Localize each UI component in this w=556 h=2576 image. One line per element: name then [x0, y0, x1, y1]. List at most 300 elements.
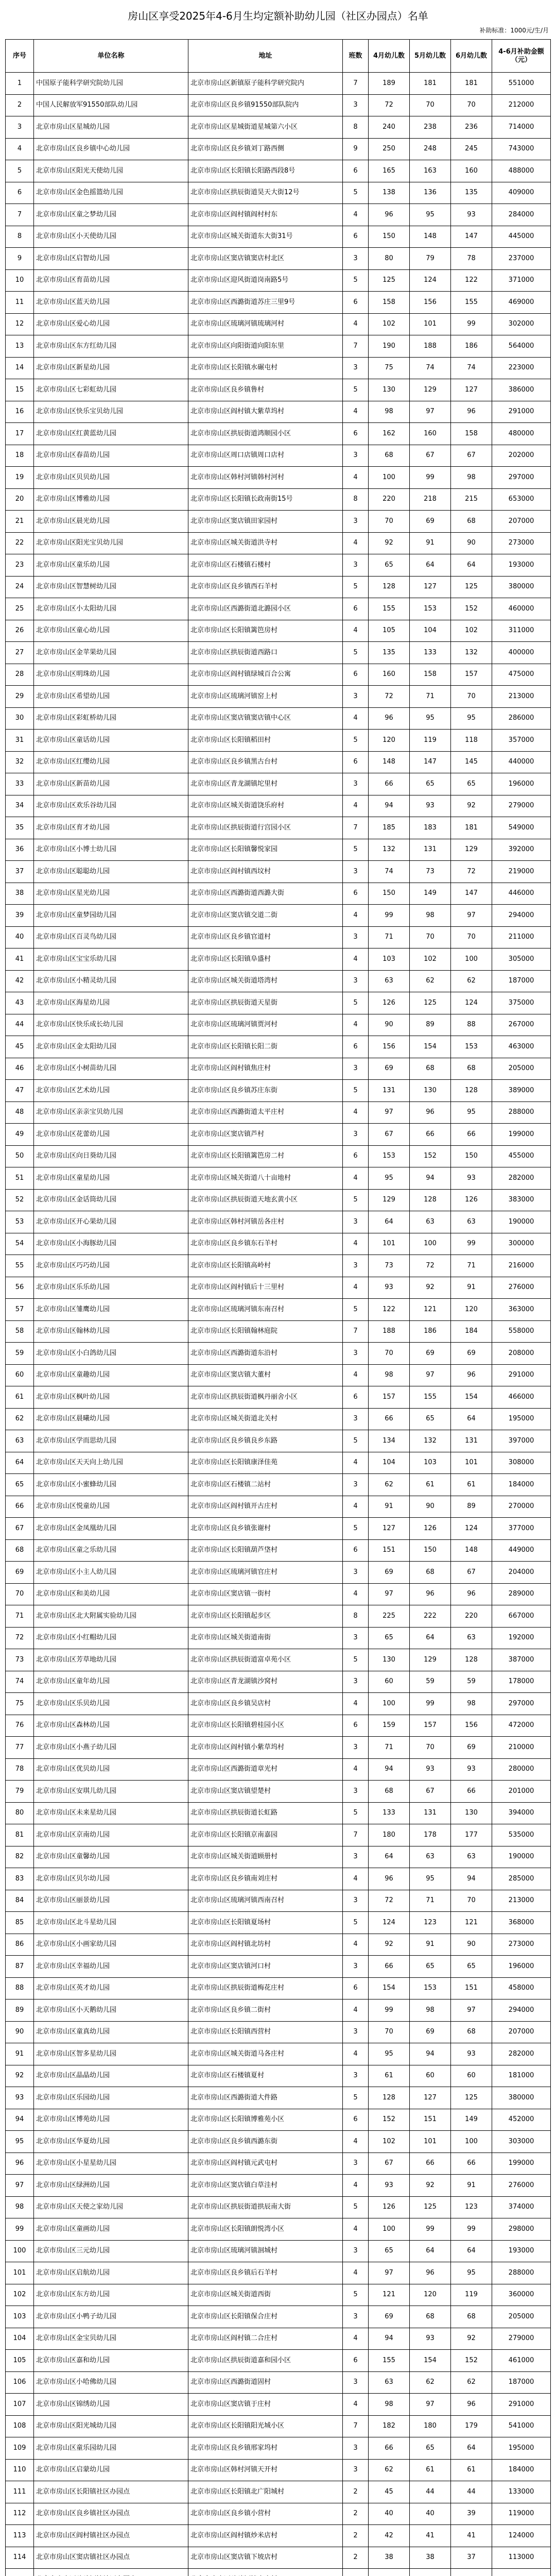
- cell-unit-name: 北京市房山区童馨幼儿园: [34, 1846, 188, 1869]
- cell-june-children: 186: [451, 335, 492, 358]
- cell-subsidy-amount: 216000: [492, 1255, 551, 1277]
- table-row: [6, 839, 551, 861]
- cell-may-children: 97: [410, 1365, 451, 1387]
- cell-june-children: 181: [451, 73, 492, 95]
- cell-may-children: 91: [410, 533, 451, 555]
- cell-class-count: 4: [343, 948, 369, 971]
- cell-april-children: 70: [369, 511, 410, 533]
- cell-address: 北京市房山区阎村镇大紫草坞村: [188, 401, 343, 423]
- cell-june-children: 98: [451, 1693, 492, 1715]
- cell-class-count: 3: [343, 861, 369, 883]
- cell-may-children: 157: [410, 1715, 451, 1737]
- cell-class-count: 7: [343, 2416, 369, 2438]
- cell-june-children: 118: [451, 730, 492, 752]
- cell-may-children: 129: [410, 379, 451, 401]
- cell-june-children: 147: [451, 226, 492, 248]
- cell-address: 北京市房山区良乡镇小营村: [188, 2503, 343, 2526]
- cell-june-children: 215: [451, 489, 492, 511]
- table-row: [6, 270, 551, 292]
- cell-index: 15: [6, 379, 34, 401]
- cell-subsidy-amount: 374000: [492, 2197, 551, 2219]
- cell-june-children: 135: [451, 182, 492, 205]
- cell-class-count: 6: [343, 2109, 369, 2131]
- cell-address: 北京市房山区长阳镇西营村: [188, 2022, 343, 2044]
- cell-index: 36: [6, 839, 34, 861]
- cell-unit-name: 北京市房山区晶晶幼儿园: [34, 2065, 188, 2088]
- cell-april-children: 157: [369, 1386, 410, 1409]
- cell-subsidy-amount: 375000: [492, 992, 551, 1014]
- table-row: [6, 1343, 551, 1365]
- cell-may-children: 68: [410, 1058, 451, 1080]
- cell-address: 北京市房山区长阳镇碧桂园小区: [188, 1715, 343, 1737]
- cell-address: 北京市房山区长阳镇翰林庭院: [188, 1321, 343, 1343]
- cell-may-children: 94: [410, 2043, 451, 2065]
- cell-june-children: 64: [451, 2437, 492, 2460]
- cell-index: 33: [6, 773, 34, 795]
- table-body: [6, 73, 551, 2576]
- cell-address: 北京市房山区西潞街道北潞园小区: [188, 598, 343, 620]
- cell-address: 北京市房山区长阳镇阜盛村: [188, 948, 343, 971]
- cell-address: 北京市房山区城关街道北关村: [188, 1409, 343, 1431]
- cell-address: 北京市房山区琉璃河镇官庄村: [188, 1562, 343, 1584]
- cell-class-count: 2: [343, 2525, 369, 2547]
- cell-class-count: 4: [343, 708, 369, 730]
- cell-june-children: 181: [451, 817, 492, 839]
- cell-unit-name: 北京市房山区快乐宝贝幼儿园: [34, 401, 188, 423]
- cell-subsidy-amount: 397000: [492, 1430, 551, 1452]
- cell-address: 北京市房山区长阳镇馨悦家园: [188, 839, 343, 861]
- cell-unit-name: 北京市房山区小哈佛幼儿园: [34, 2372, 188, 2394]
- cell-class-count: 3: [343, 445, 369, 467]
- cell-april-children: 66: [369, 1956, 410, 1978]
- cell-may-children: 93: [410, 1759, 451, 1781]
- cell-unit-name: 北京市房山区童趣幼儿园: [34, 1365, 188, 1387]
- table-row: [6, 445, 551, 467]
- cell-address: 北京市房山区长阳镇夏场村: [188, 1912, 343, 1934]
- cell-april-children: 128: [369, 577, 410, 599]
- cell-class-count: 6: [343, 226, 369, 248]
- cell-june-children: 96: [451, 401, 492, 423]
- table-row: [6, 2525, 551, 2547]
- cell-subsidy-amount: 308000: [492, 1452, 551, 1475]
- cell-may-children: 181: [410, 73, 451, 95]
- cell-subsidy-amount: 472000: [492, 1715, 551, 1737]
- table-row: [6, 2437, 551, 2460]
- cell-index: 23: [6, 554, 34, 577]
- cell-subsidy-amount: 273000: [492, 533, 551, 555]
- table-row: [6, 95, 551, 117]
- cell-june-children: 92: [451, 795, 492, 818]
- cell-april-children: 42: [369, 2525, 410, 2547]
- cell-june-children: 70: [451, 1890, 492, 1912]
- cell-unit-name: 北京市房山区北斗星幼儿园: [34, 1912, 188, 1934]
- table-row: [6, 1781, 551, 1803]
- cell-unit-name: 北京市房山区阳光天使幼儿园: [34, 160, 188, 182]
- cell-april-children: 100: [369, 467, 410, 489]
- cell-subsidy-amount: 469000: [492, 292, 551, 314]
- cell-june-children: 70: [451, 95, 492, 117]
- cell-subsidy-amount: 204000: [492, 1562, 551, 1584]
- cell-unit-name: 北京市房山区童之乐幼儿园: [34, 1540, 188, 1562]
- cell-april-children: 150: [369, 883, 410, 905]
- cell-index: 73: [6, 1649, 34, 1671]
- cell-subsidy-amount: 311000: [492, 620, 551, 642]
- cell-may-children: 133: [410, 642, 451, 664]
- cell-subsidy-amount: 213000: [492, 686, 551, 708]
- table-row: [6, 2350, 551, 2372]
- cell-index: 32: [6, 752, 34, 774]
- cell-may-children: 154: [410, 2350, 451, 2372]
- cell-april-children: 148: [369, 752, 410, 774]
- cell-unit-name: 北京市房山区悦童幼儿园: [34, 1496, 188, 1518]
- cell-june-children: 90: [451, 1934, 492, 1956]
- cell-may-children: 93: [410, 2328, 451, 2350]
- cell-subsidy-amount: 288000: [492, 1102, 551, 1124]
- cell-may-children: 151: [410, 2109, 451, 2131]
- cell-unit-name: [34, 2569, 188, 2576]
- cell-june-children: 152: [451, 598, 492, 620]
- cell-address: 北京市房山区周口店镇周口店村: [188, 445, 343, 467]
- table-row: [6, 292, 551, 314]
- cell-may-children: 101: [410, 2131, 451, 2153]
- cell-may-children: 79: [410, 248, 451, 270]
- cell-subsidy-amount: 452000: [492, 2109, 551, 2131]
- cell-unit-name: 北京市房山区芳草地幼儿园: [34, 1649, 188, 1671]
- cell-june-children: 64: [451, 1409, 492, 1431]
- cell-subsidy-amount: 199000: [492, 2153, 551, 2175]
- cell-april-children: 97: [369, 1102, 410, 1124]
- cell-may-children: 66: [410, 1124, 451, 1146]
- cell-subsidy-amount: 743000: [492, 139, 551, 161]
- subsidy-standard-note: 补助标准：1000元/生/月: [479, 27, 549, 34]
- cell-subsidy-amount: 202000: [492, 445, 551, 467]
- cell-april-children: 104: [369, 1452, 410, 1475]
- cell-june-children: 156: [451, 1715, 492, 1737]
- cell-index: 77: [6, 1737, 34, 1759]
- cell-index: 29: [6, 686, 34, 708]
- cell-address: 北京市房山区石楼镇夏村: [188, 2065, 343, 2088]
- cell-unit-name: 北京市房山区春苗幼儿园: [34, 445, 188, 467]
- cell-april-children: 74: [369, 861, 410, 883]
- cell-unit-name: 北京市房山区和美幼儿园: [34, 1584, 188, 1606]
- cell-subsidy-amount: 208000: [492, 1343, 551, 1365]
- cell-june-children: 148: [451, 1540, 492, 1562]
- cell-index: 71: [6, 1605, 34, 1628]
- cell-index: 20: [6, 489, 34, 511]
- cell-may-children: 92: [410, 1277, 451, 1299]
- cell-unit-name: 北京市房山区小星星幼儿园: [34, 2153, 188, 2175]
- cell-april-children: 69: [369, 1058, 410, 1080]
- cell-april-children: 72: [369, 95, 410, 117]
- cell-subsidy-amount: 446000: [492, 883, 551, 905]
- cell-june-children: 63: [451, 1211, 492, 1233]
- cell-june-children: 177: [451, 1824, 492, 1846]
- cell-address: 北京市房山区城关街道顾册村: [188, 1846, 343, 1869]
- table-row: [6, 752, 551, 774]
- cell-may-children: 63: [410, 1846, 451, 1869]
- cell-index: [6, 2569, 34, 2576]
- cell-class-count: 7: [343, 1321, 369, 1343]
- cell-june-children: 96: [451, 1365, 492, 1387]
- table-row: [6, 1190, 551, 1212]
- table-row: [6, 2109, 551, 2131]
- cell-subsidy-amount: 551000: [492, 73, 551, 95]
- cell-class-count: 3: [343, 971, 369, 993]
- cell-class-count: 3: [343, 248, 369, 270]
- table-row: [6, 2131, 551, 2153]
- cell-class-count: 3: [343, 1781, 369, 1803]
- table-row: [6, 620, 551, 642]
- cell-address: 北京市房山区阎村镇炒米店村: [188, 2525, 343, 2547]
- cell-may-children: 73: [410, 861, 451, 883]
- cell-class-count: 6: [343, 598, 369, 620]
- cell-address: 北京市房山区长阳镇稻田村: [188, 730, 343, 752]
- table-row: [6, 927, 551, 949]
- cell-subsidy-amount: 392000: [492, 839, 551, 861]
- cell-address: 北京市房山区星城街道星城第六小区: [188, 116, 343, 139]
- cell-address: 北京市房山区阎村镇元武屯村: [188, 2153, 343, 2175]
- cell-subsidy-amount: 205000: [492, 1058, 551, 1080]
- cell-june-children: 63: [451, 1846, 492, 1869]
- table-row: [6, 423, 551, 445]
- cell-may-children: 98: [410, 1999, 451, 2022]
- cell-april-children: 97: [369, 2262, 410, 2284]
- cell-june-children: 101: [451, 1452, 492, 1475]
- table-row: [6, 2043, 551, 2065]
- cell-june-children: 149: [451, 2109, 492, 2131]
- cell-class-count: 5: [343, 1080, 369, 1102]
- table-row: [6, 1890, 551, 1912]
- cell-unit-name: 北京市房山区良乡镇中心幼儿园: [34, 139, 188, 161]
- cell-unit-name: 北京市房山区天天向上幼儿园: [34, 1452, 188, 1475]
- cell-june-children: 99: [451, 2218, 492, 2241]
- cell-april-children: 93: [369, 1277, 410, 1299]
- cell-april-children: 66: [369, 773, 410, 795]
- cell-april-children: 180: [369, 1824, 410, 1846]
- cell-april-children: 98: [369, 401, 410, 423]
- cell-unit-name: 北京市房山区乐乐幼儿园: [34, 1277, 188, 1299]
- cell-unit-name: 北京市房山区小树苗幼儿园: [34, 1058, 188, 1080]
- cell-may-children: 149: [410, 883, 451, 905]
- cell-unit-name: 中国人民解放军91550部队幼儿园: [34, 95, 188, 117]
- cell-may-children: 136: [410, 182, 451, 205]
- cell-june-children: 63: [451, 1628, 492, 1650]
- cell-address: 北京市房山区拱辰街道长虹路: [188, 1803, 343, 1825]
- table-row: [6, 489, 551, 511]
- cell-april-children: 71: [369, 1737, 410, 1759]
- cell-address: 北京市房山区拱辰街道枫丹丽舍小区: [188, 1386, 343, 1409]
- cell-june-children: 122: [451, 270, 492, 292]
- cell-address: 北京市房山区阎村镇西坟村: [188, 861, 343, 883]
- cell-unit-name: 北京市房山区童真幼儿园: [34, 2022, 188, 2044]
- cell-unit-name: 北京市房山区翰林幼儿园: [34, 1321, 188, 1343]
- cell-address: 北京市房山区城关街道西街: [188, 2284, 343, 2307]
- table-row: [6, 1715, 551, 1737]
- cell-may-children: 124: [410, 270, 451, 292]
- cell-june-children: 70: [451, 686, 492, 708]
- cell-april-children: 188: [369, 1321, 410, 1343]
- cell-unit-name: 北京市房山区育苗幼儿园: [34, 270, 188, 292]
- cell-unit-name: 北京市房山区红缨幼儿园: [34, 752, 188, 774]
- table-row: [6, 73, 551, 95]
- cell-address: 北京市房山区西潞街道固村: [188, 2372, 343, 2394]
- cell-unit-name: 北京市房山区童年幼儿园: [34, 1671, 188, 1693]
- table-row: [6, 1999, 551, 2022]
- table-row: [6, 182, 551, 205]
- cell-april-children: 60: [369, 1671, 410, 1693]
- table-row: [6, 1562, 551, 1584]
- cell-may-children: 65: [410, 1409, 451, 1431]
- cell-unit-name: 北京市房山区晨曦幼儿园: [34, 1409, 188, 1431]
- cell-may-children: 94: [410, 1167, 451, 1190]
- cell-class-count: 4: [343, 1868, 369, 1890]
- table-row: [6, 686, 551, 708]
- cell-april-children: 101: [369, 1233, 410, 1256]
- table-row: [6, 139, 551, 161]
- cell-subsidy-amount: 475000: [492, 664, 551, 686]
- cell-june-children: 125: [451, 577, 492, 599]
- cell-june-children: 44: [451, 2481, 492, 2503]
- cell-june-children: 67: [451, 1562, 492, 1584]
- cell-june-children: 97: [451, 905, 492, 927]
- cell-address: 北京市房山区阎村镇阎村村东: [188, 204, 343, 226]
- cell-class-count: 4: [343, 204, 369, 226]
- cell-address: 北京市房山区青龙湖镇沙窝村: [188, 1671, 343, 1693]
- cell-index: 25: [6, 598, 34, 620]
- cell-index: 45: [6, 1036, 34, 1058]
- cell-class-count: 3: [343, 927, 369, 949]
- cell-april-children: 156: [369, 1036, 410, 1058]
- cell-index: 35: [6, 817, 34, 839]
- cell-june-children: 155: [451, 292, 492, 314]
- cell-index: 57: [6, 1299, 34, 1321]
- cell-may-children: 97: [410, 2394, 451, 2416]
- cell-class-count: 4: [343, 533, 369, 555]
- cell-address: 北京市房山区西潞街道西潞大街: [188, 883, 343, 905]
- cell-unit-name: 北京市房山区童心幼儿园: [34, 620, 188, 642]
- cell-address: 北京市房山区石楼镇二站村: [188, 1474, 343, 1496]
- cell-april-children: 69: [369, 1562, 410, 1584]
- table-row: [6, 1211, 551, 1233]
- cell-address: 北京市房山区西潞街道东沿村: [188, 1343, 343, 1365]
- cell-class-count: 4: [343, 1496, 369, 1518]
- cell-index: 95: [6, 2131, 34, 2153]
- cell-index: 34: [6, 795, 34, 818]
- cell-class-count: 4: [343, 2328, 369, 2350]
- cell-june-children: 62: [451, 971, 492, 993]
- cell-june-children: 145: [451, 752, 492, 774]
- cell-class-count: 8: [343, 489, 369, 511]
- table-row: [6, 2306, 551, 2328]
- cell-subsidy-amount: 549000: [492, 817, 551, 839]
- cell-april-children: 40: [369, 2503, 410, 2526]
- cell-may-children: 98: [410, 905, 451, 927]
- cell-address: 北京市房山区窦店镇望楚村: [188, 1781, 343, 1803]
- cell-index: 74: [6, 1671, 34, 1693]
- cell-unit-name: 北京市房山区雏鹰幼儿园: [34, 1299, 188, 1321]
- cell-class-count: 3: [343, 1474, 369, 1496]
- cell-april-children: 130: [369, 1649, 410, 1671]
- cell-unit-name: 北京市房山区童星幼儿园: [34, 1167, 188, 1190]
- cell-index: 56: [6, 1277, 34, 1299]
- cell-subsidy-amount: 273000: [492, 1934, 551, 1956]
- cell-unit-name: 北京市房山区嘉和幼儿园: [34, 2350, 188, 2372]
- cell-index: 72: [6, 1628, 34, 1650]
- cell-subsidy-amount: 300000: [492, 1233, 551, 1256]
- cell-may-children: 68: [410, 1562, 451, 1584]
- cell-unit-name: 北京市房山区希望幼儿园: [34, 686, 188, 708]
- cell-may-children: 163: [410, 160, 451, 182]
- cell-june-children: 64: [451, 2241, 492, 2263]
- cell-address: 北京市房山区窦店镇窦店镇中心区: [188, 708, 343, 730]
- cell-may-children: 92: [410, 2175, 451, 2197]
- cell-subsidy-amount: 360000: [492, 2284, 551, 2307]
- cell-unit-name: 北京市房山区枫叶幼儿园: [34, 1386, 188, 1409]
- table-row: [6, 1628, 551, 1650]
- cell-may-children: 148: [410, 226, 451, 248]
- cell-unit-name: 北京市房山区百灵鸟幼儿园: [34, 927, 188, 949]
- cell-address: 北京市房山区窦店镇交道二街: [188, 905, 343, 927]
- cell-subsidy-amount: 380000: [492, 577, 551, 599]
- cell-unit-name: 北京市房山区快乐成长幼儿园: [34, 1014, 188, 1037]
- cell-class-count: 2: [343, 2481, 369, 2503]
- cell-unit-name: 北京市房山区良乡镇社区办园点: [34, 2503, 188, 2526]
- cell-unit-name: 北京市房山区开心果幼儿园: [34, 1211, 188, 1233]
- cell-april-children: 126: [369, 2197, 410, 2219]
- cell-subsidy-amount: 488000: [492, 160, 551, 182]
- cell-index: 65: [6, 1474, 34, 1496]
- cell-subsidy-amount: 409000: [492, 182, 551, 205]
- cell-address: 北京市房山区良乡镇良乡东路: [188, 1430, 343, 1452]
- cell-may-children: 65: [410, 773, 451, 795]
- cell-unit-name: 北京市房山区启智幼儿园: [34, 248, 188, 270]
- cell-may-children: 150: [410, 1540, 451, 1562]
- cell-april-children: 155: [369, 598, 410, 620]
- table-row: [6, 2503, 551, 2526]
- cell-may-children: 183: [410, 817, 451, 839]
- cell-index: 31: [6, 730, 34, 752]
- cell-class-count: 4: [343, 2394, 369, 2416]
- cell-april-children: 92: [369, 1934, 410, 1956]
- table-row: [6, 1321, 551, 1343]
- cell-index: 100: [6, 2241, 34, 2263]
- cell-april-children: 131: [369, 1080, 410, 1102]
- cell-address: 北京市房山区城关街道饶乐府村: [188, 795, 343, 818]
- cell-subsidy-amount: 184000: [492, 2460, 551, 2482]
- cell-unit-name: 北京市房山区三元幼儿园: [34, 2241, 188, 2263]
- cell-address: 北京市房山区窦店镇田家园村: [188, 511, 343, 533]
- cell-subsidy-amount: 400000: [492, 642, 551, 664]
- cell-class-count: 6: [343, 1978, 369, 2000]
- cell-address: 北京市房山区阎村镇绿城百合公寓: [188, 664, 343, 686]
- cell-class-count: 3: [343, 95, 369, 117]
- cell-unit-name: 北京市房山区金宝贝幼儿园: [34, 2328, 188, 2350]
- cell-may-children: 130: [410, 1080, 451, 1102]
- cell-june-children: 100: [451, 2131, 492, 2153]
- cell-may-children: 155: [410, 1386, 451, 1409]
- cell-unit-name: 北京市房山区贝贝幼儿园: [34, 467, 188, 489]
- cell-june-children: 102: [451, 620, 492, 642]
- cell-june-children: 150: [451, 1146, 492, 1168]
- cell-subsidy-amount: 133000: [492, 2481, 551, 2503]
- table-row: [6, 533, 551, 555]
- cell-may-children: 93: [410, 795, 451, 818]
- table-header-row: [6, 40, 551, 73]
- cell-unit-name: 北京市房山区优贝幼儿园: [34, 1759, 188, 1781]
- cell-unit-name: 北京市房山区小白鸽幼儿园: [34, 1343, 188, 1365]
- cell-may-children: 96: [410, 1102, 451, 1124]
- cell-april-children: 189: [369, 73, 410, 95]
